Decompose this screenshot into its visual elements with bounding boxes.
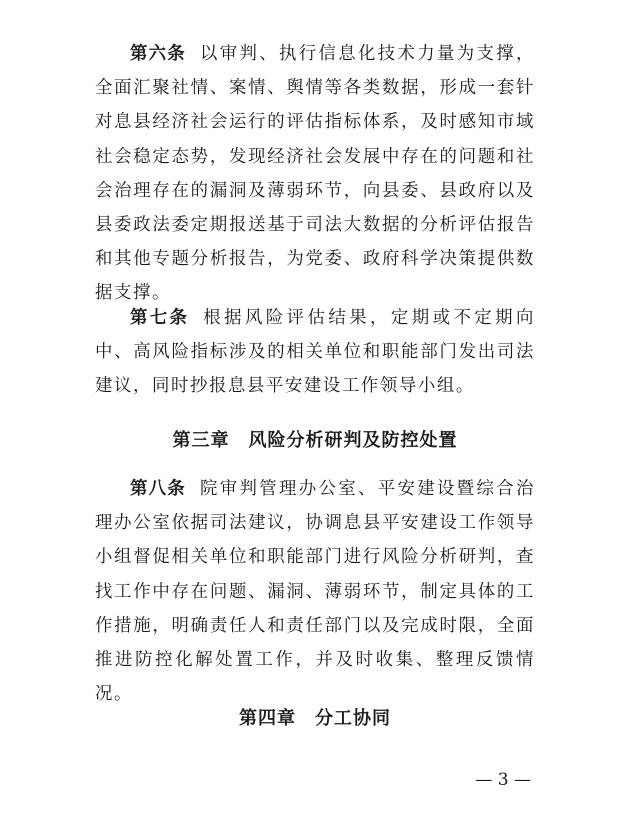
chapter-3-heading: 第三章 风险分析研判及防控处置 [172,430,458,451]
article-8-text: 院审判管理办公室、平安建设暨综合治理办公室依据司法建议，协调息县平安建设工作领导小组督促相关单位和职能部门进行风险分析研判，查找工作中存在问题、漏洞、薄弱环节，制定具体的工作措施，明确责任人和责任部门以及完成时限，全面推进防控化解处置工作，并及时收集、整理反馈情况。 [95,479,535,705]
article-6-number: 第六条 [130,44,186,64]
article-6 [95,37,535,311]
page-number: — 3 — [475,770,531,790]
article-7-number: 第七条 [130,308,190,328]
article-8 [95,472,535,711]
article-7 [95,301,535,404]
article-8-number: 第八条 [130,479,186,499]
article-7-text: 根据风险评估结果，定期或不定期向中、高风险指标涉及的相关单位和职能部门发出司法建议，同时抄报息县平安建设工作领导小组。 [95,308,535,397]
chapter-4-heading: 第四章 分工协同 [239,708,391,729]
article-6-text: 以审判、执行信息化技术力量为支撑，全面汇聚社情、案情、舆情等各类数据，形成一套针对息县经济社会运行的评估指标体系，及时感知市域社会稳定态势，发现经济社会发展中存在的问题和社会治理存在的漏洞及薄弱环节，向县委、县政府以及县委政法委定期报送基于司法大数据的分析评估报告和其他专题分析报告，为党委、政府科学决策提供数据支撑。 [95,44,535,304]
